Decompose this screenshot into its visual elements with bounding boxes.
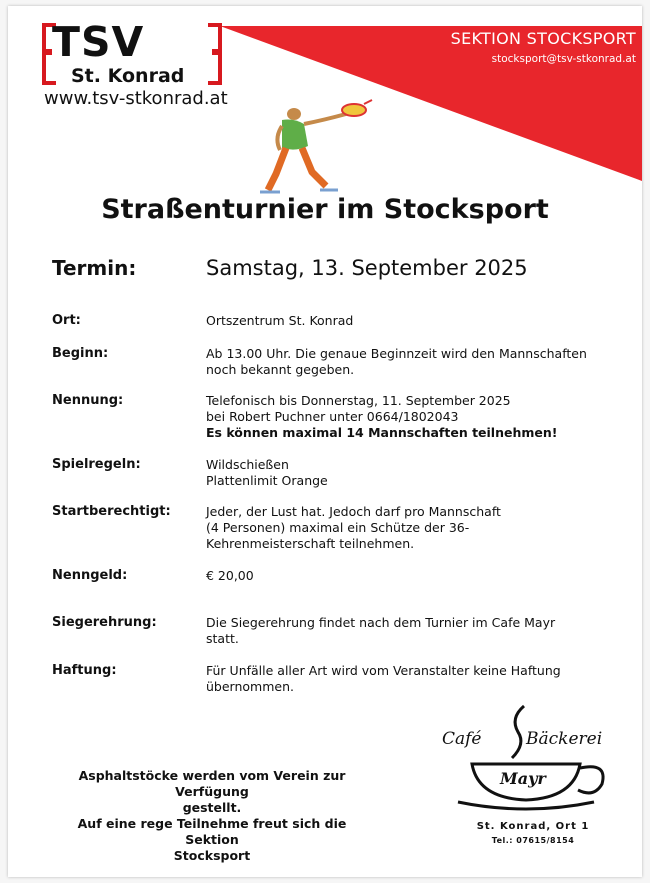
termin-label: Termin: (52, 256, 137, 280)
detail-label: Nennung: (52, 393, 124, 408)
detail-label: Nenngeld: (52, 568, 128, 583)
cafe-name-left: Café (442, 729, 482, 749)
detail-label: Haftung: (52, 663, 117, 678)
detail-label: Startberechtigt: (52, 504, 171, 519)
flyer-page (8, 6, 642, 877)
page-title: Straßenturnier im Stocksport (101, 194, 549, 225)
detail-value: € 20,00 (206, 568, 254, 583)
footer-note: Asphaltstöcke werden vom Verein zur Verfügung gestellt. Auf eine rege Teilnehme freut sich die Sektion Stocksport (77, 768, 347, 863)
detail-value: Ab 13.00 Uhr. Die genaue Beginnzeit wird den Mannschaften noch bekannt gegeben. (206, 346, 587, 377)
section-title: SEKTION STOCKSPORT (450, 29, 636, 48)
logo-tsv-text: TSV (52, 18, 145, 66)
website-text: www.tsv-stkonrad.at (44, 88, 228, 109)
cafe-mayr-logo (438, 698, 628, 813)
detail-label: Siegerehrung: (52, 615, 157, 630)
cafe-address: St. Konrad, Ort 1 (476, 821, 590, 832)
detail-value: Wildschießen Plattenlimit Orange (206, 457, 328, 488)
detail-value: Ortszentrum St. Konrad (206, 313, 354, 328)
cafe-name-right: Bäckerei (526, 729, 603, 749)
detail-label: Spielregeln: (52, 457, 141, 472)
detail-label: Beginn: (52, 346, 109, 361)
stock-player-illustration (246, 98, 386, 198)
detail-label: Ort: (52, 313, 81, 328)
detail-value: Die Siegerehrung findet nach dem Turnier im Cafe Mayr statt. (206, 615, 556, 646)
section-email: stocksport@tsv-stkonrad.at (491, 53, 636, 65)
detail-value: Für Unfälle aller Art wird vom Veranstalter keine Haftung übernommen. (206, 663, 561, 694)
detail-value: Telefonisch bis Donnerstag, 11. September 2025 bei Robert Puchner unter 0664/1802043 Es können maximal 14 Mannschaften teilnehmen! (206, 393, 606, 441)
cafe-brand: Mayr (500, 769, 546, 788)
termin-value: Samstag, 13. September 2025 (206, 256, 528, 280)
logo-location-text: St. Konrad (71, 65, 185, 87)
detail-value: Jeder, der Lust hat. Jedoch darf pro Mannschaft (4 Personen) maximal ein Schütze der 36- Kehrenmeisterschaft teilnehmen. (206, 504, 501, 551)
cafe-phone: Tel.: 07615/8154 (491, 836, 575, 845)
max-teams-notice: Es können maximal 14 Mannschaften teilnehmen! (206, 425, 558, 440)
